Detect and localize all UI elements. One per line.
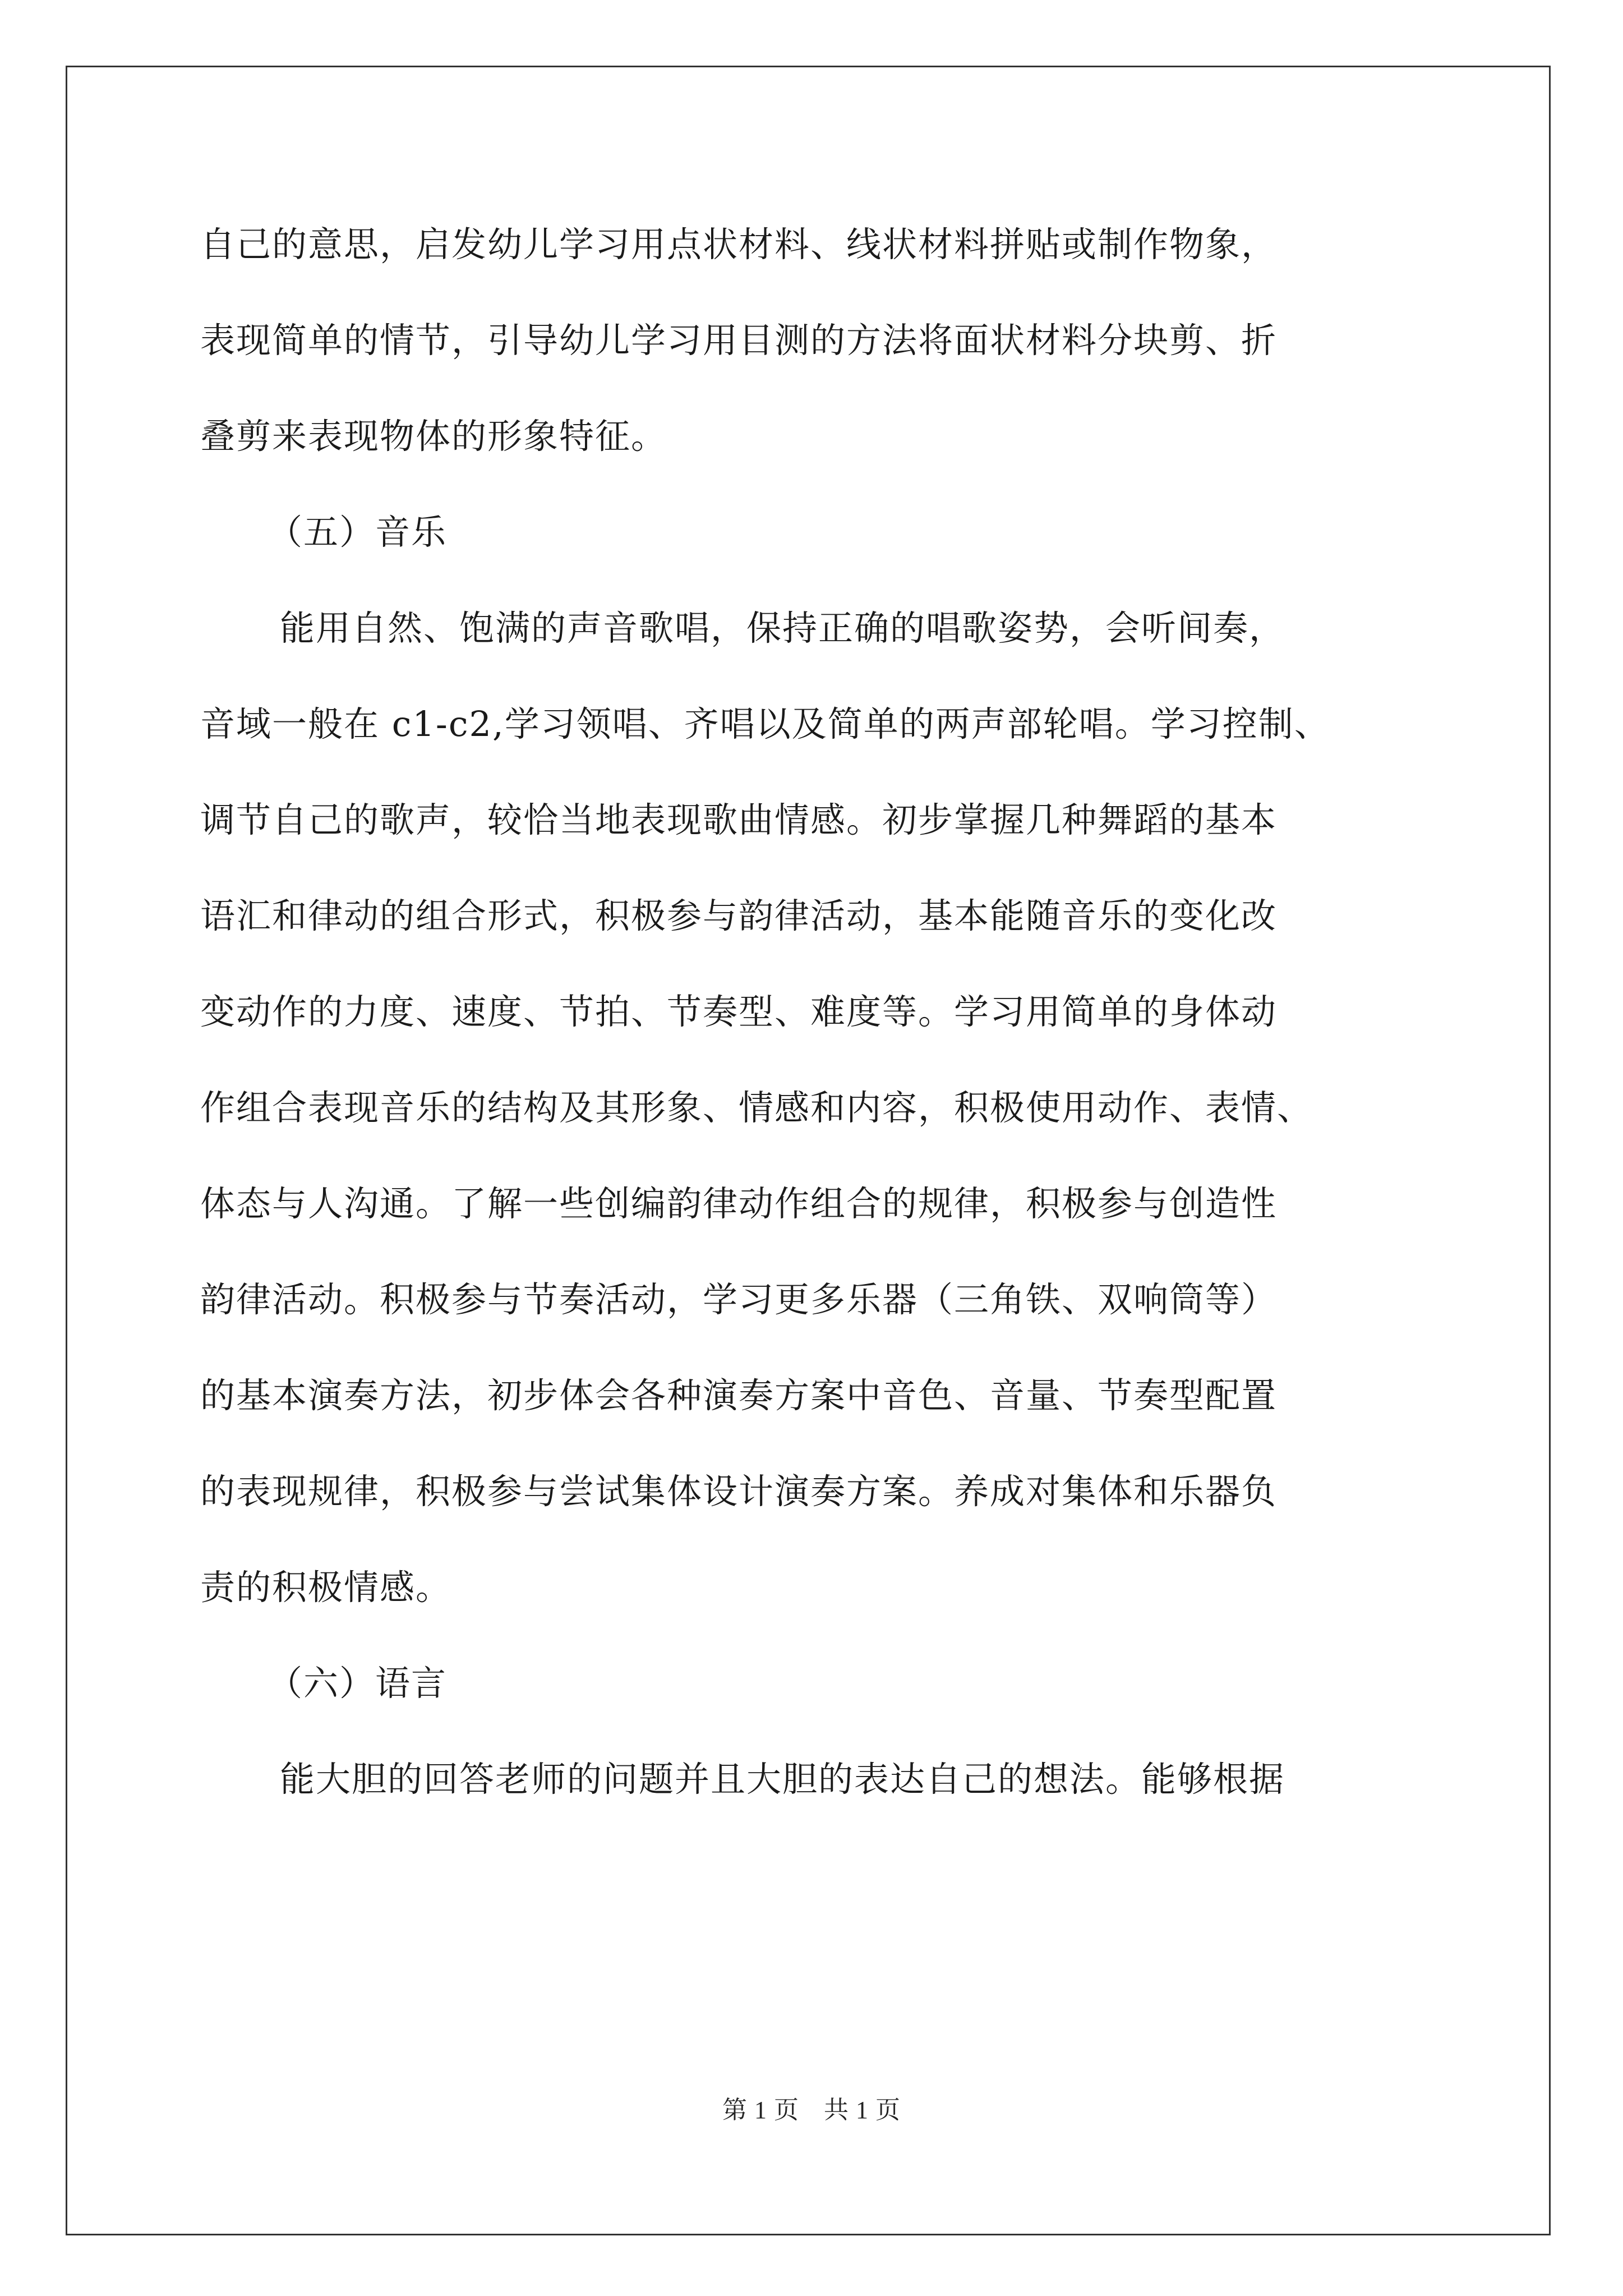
text-line-6: 音域一般在 c1-c2,学习领唱、齐唱以及简单的两声部轮唱。学习控制、 bbox=[200, 703, 1330, 744]
text-line-13: 的基本演奏方法，初步体会各种演奏方案中音色、音量、节奏型配置 bbox=[200, 1375, 1278, 1416]
text-line-8: 语汇和律动的组合形式，积极参与韵律活动，基本能随音乐的变化改 bbox=[200, 895, 1278, 936]
page-total: 共 1 页 bbox=[824, 2096, 901, 2124]
text-line-5: 能用自然、饱满的声音歌唱，保持正确的唱歌姿势，会听间奏， bbox=[280, 608, 1285, 648]
text-line-1: 自己的意思，启发幼儿学习用点状材料、线状材料拼贴或制作物象， bbox=[200, 224, 1278, 265]
page-number: 第 1 页 bbox=[722, 2096, 799, 2124]
page-footer bbox=[0, 2090, 1623, 2125]
document-body bbox=[200, 196, 1451, 1827]
text-line-3: 叠剪来表现物体的形象特征。 bbox=[200, 416, 667, 457]
text-line-2: 表现简单的情节，引导幼儿学习用目测的方法将面状材料分块剪、折 bbox=[200, 320, 1278, 361]
section-heading-language: （六）语言 bbox=[268, 1663, 448, 1704]
text-line-10: 作组合表现音乐的结构及其形象、情感和内容，积极使用动作、表情、 bbox=[200, 1087, 1313, 1128]
text-line-14: 的表现规律，积极参与尝试集体设计演奏方案。养成对集体和乐器负 bbox=[200, 1471, 1278, 1512]
text-line-7: 调节自己的歌声，较恰当地表现歌曲情感。初步掌握几种舞蹈的基本 bbox=[200, 799, 1278, 840]
text-line-11: 体态与人沟通。了解一些创编韵律动作组合的规律，积极参与创造性 bbox=[200, 1183, 1278, 1224]
text-line-12: 韵律活动。积极参与节奏活动，学习更多乐器（三角铁、双响筒等） bbox=[200, 1279, 1278, 1320]
text-line-17: 能大胆的回答老师的问题并且大胆的表达自己的想法。能够根据 bbox=[280, 1759, 1285, 1800]
section-heading-music: （五）音乐 bbox=[268, 512, 448, 553]
text-line-9: 变动作的力度、速度、节拍、节奏型、难度等。学习用简单的身体动 bbox=[200, 991, 1278, 1032]
text-line-15: 责的积极情感。 bbox=[200, 1567, 452, 1608]
